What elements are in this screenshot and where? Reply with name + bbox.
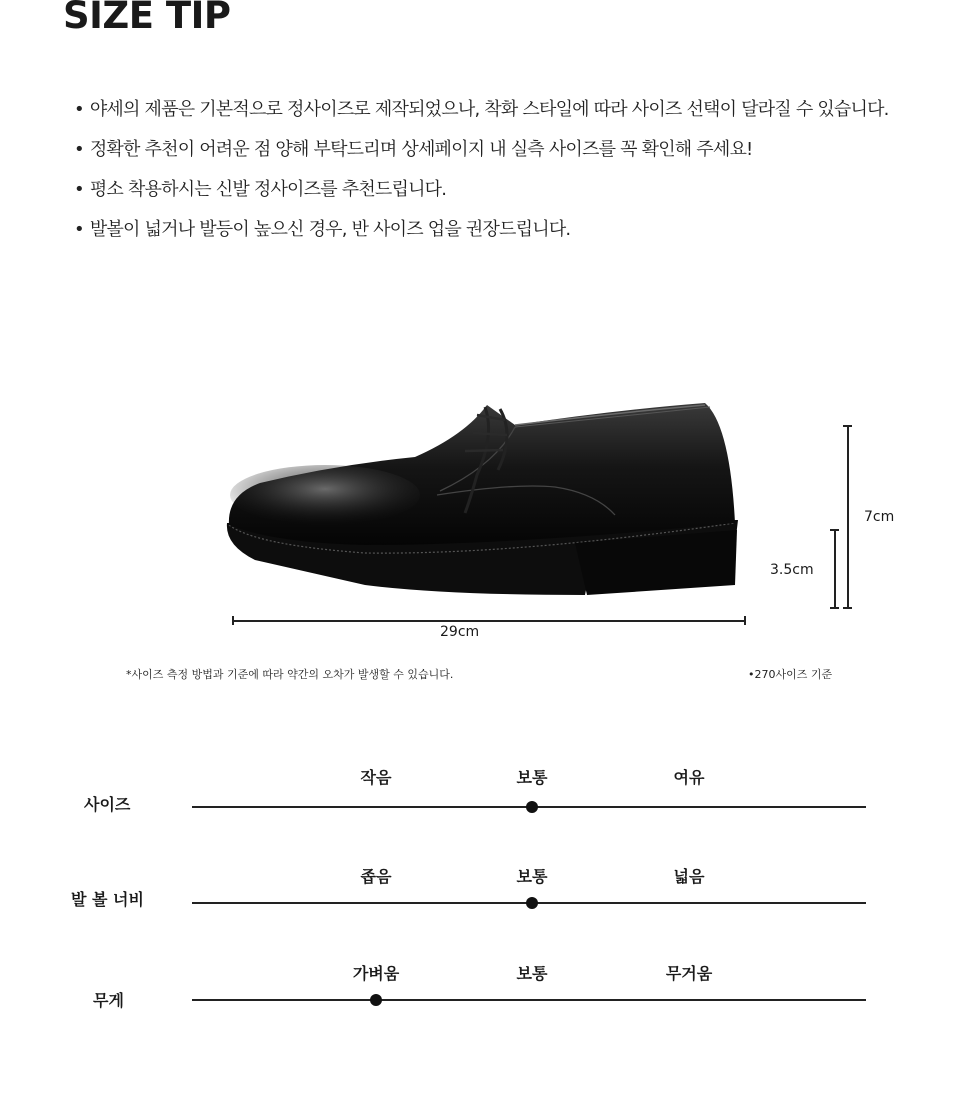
total-height-label: 7cm: [864, 509, 895, 525]
measurement-disclaimer: *사이즈 측정 방법과 기준에 따라 약간의 오차가 발생할 수 있습니다.: [126, 668, 454, 681]
tip-item: [74, 170, 889, 210]
section-title: SIZE TIP: [63, 0, 231, 37]
size-tip-list: [74, 90, 889, 250]
total-height-tick-bottom: [843, 607, 852, 609]
fit-meter-label: 발 볼 너비: [71, 890, 144, 909]
bullet: •: [74, 219, 84, 240]
fit-meter-weight: [0, 959, 960, 1019]
tip-text: 야세의 제품은 기본적으로 정사이즈로 제작되었으나, 착화 스타일에 따라 사이즈 선택이 달라질 수 있습니다.: [89, 99, 889, 120]
fit-option: 넓음: [673, 867, 705, 886]
fit-option: 작음: [360, 768, 392, 787]
tip-text: 평소 착용하시는 신발 정사이즈를 추천드립니다.: [89, 179, 447, 200]
bullet: •: [74, 139, 84, 160]
fit-meter-track: [192, 999, 866, 1001]
fit-meter-indicator: [526, 801, 538, 813]
size-basis-note: •270사이즈 기준: [748, 668, 833, 681]
fit-meter-indicator: [370, 994, 382, 1006]
heel-height-tick-bottom: [830, 607, 839, 609]
fit-option: 가벼움: [352, 964, 400, 983]
total-height-line: [847, 425, 849, 608]
fit-meter-label: 무게: [93, 991, 124, 1010]
length-tick-left: [232, 616, 234, 625]
tip-text: 정확한 추천이 어려운 점 양해 부탁드리며 상세페이지 내 실측 사이즈를 꼭 확인해 주세요!: [89, 139, 753, 160]
tip-item: [74, 210, 889, 250]
fit-option: 무거움: [665, 964, 713, 983]
total-height-tick-top: [843, 425, 852, 427]
tip-item: [74, 130, 889, 170]
heel-height-line: [834, 529, 836, 608]
tip-text: 발볼이 넓거나 발등이 높으신 경우, 반 사이즈 업을 권장드립니다.: [89, 219, 571, 240]
length-tick-right: [744, 616, 746, 625]
fit-option: 보통: [516, 867, 548, 886]
length-dimension-line: [232, 620, 745, 622]
fit-option: 보통: [516, 964, 548, 983]
fit-option: 좁음: [360, 867, 392, 886]
bullet: •: [74, 179, 84, 200]
fit-meter-indicator: [526, 897, 538, 909]
heel-height-label: 3.5cm: [770, 562, 814, 578]
fit-meter-size: [0, 765, 960, 825]
fit-meter-width: [0, 862, 960, 922]
length-label: 29cm: [440, 624, 480, 640]
tip-item: [74, 90, 889, 130]
heel-height-tick-top: [830, 529, 839, 531]
fit-option: 여유: [673, 768, 705, 787]
bullet: •: [74, 99, 84, 120]
fit-meter-label: 사이즈: [84, 795, 131, 814]
shoe-image: [215, 395, 755, 610]
fit-option: 보통: [516, 768, 548, 787]
